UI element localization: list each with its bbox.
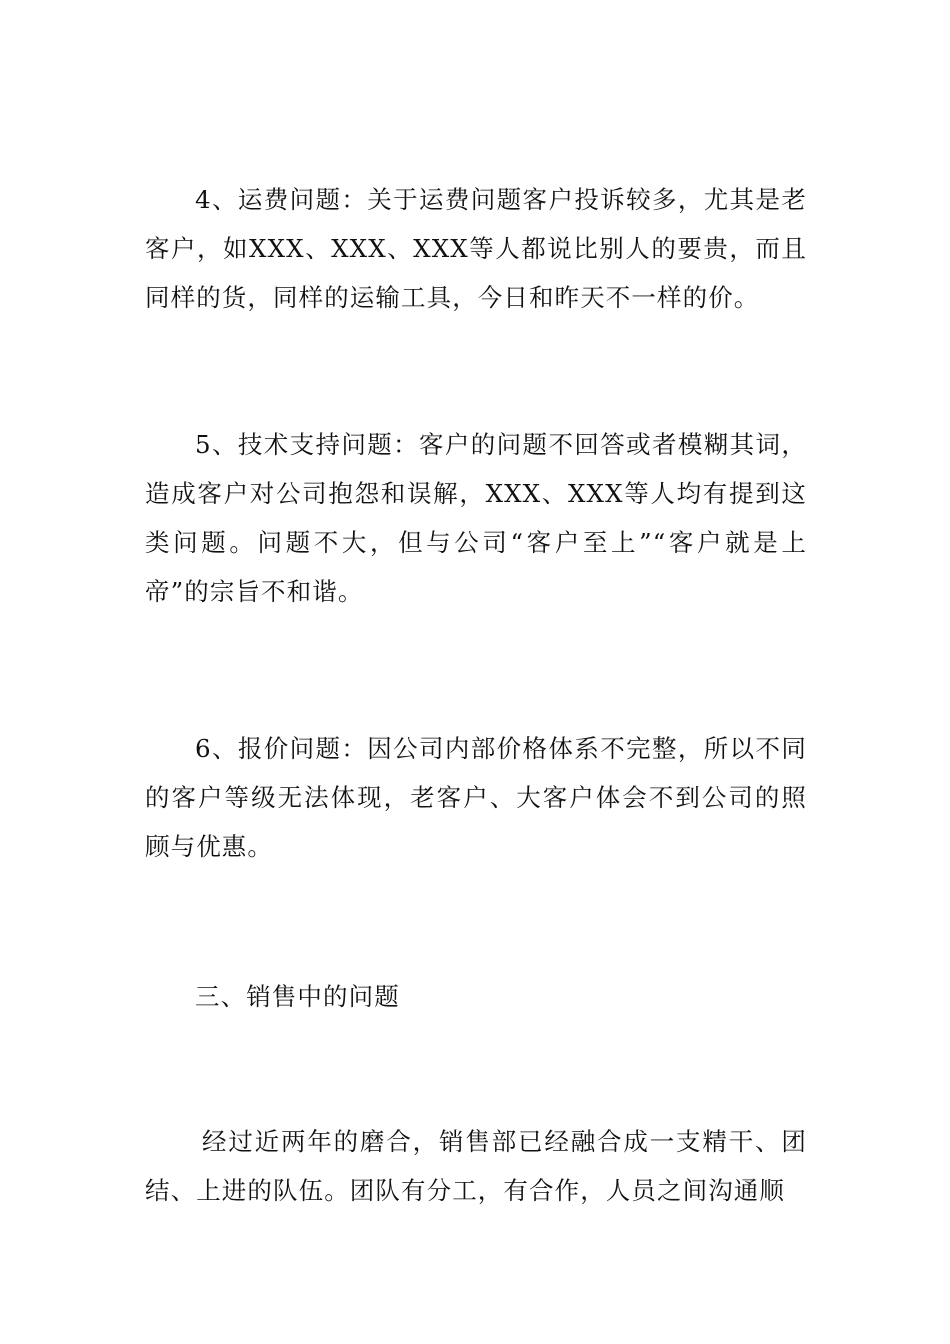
section-heading: 三、销售中的问题 bbox=[195, 982, 400, 1011]
paragraph-sales-team: 经过近两年的磨合，销售部已经融合成一支精干、团结、上进的队伍。团队有分工，有合作，人员之间沟通顺 bbox=[145, 1127, 807, 1205]
paragraph-freight-issue: 4、运费问题：关于运费问题客户投诉较多，尤其是老客户，如XXX、XXX、XXX等人都说比别人的要贵，而且同样的货，同样的运输工具，今日和昨天不一样的价。 bbox=[145, 185, 807, 312]
paragraph-quotation-issue: 6、报价问题：因公司内部价格体系不完整，所以不同的客户等级无法体现，老客户、大客户体会不到公司的照顾与优惠。 bbox=[145, 734, 807, 861]
paragraph-tech-support-issue: 5、技术支持问题：客户的问题不回答或者模糊其词，造成客户对公司抱怨和误解，XXX、XXX等人均有提到这类问题。问题不大，但与公司“客户至上”“客户就是上帝”的宗旨不和谐。 bbox=[145, 430, 807, 606]
